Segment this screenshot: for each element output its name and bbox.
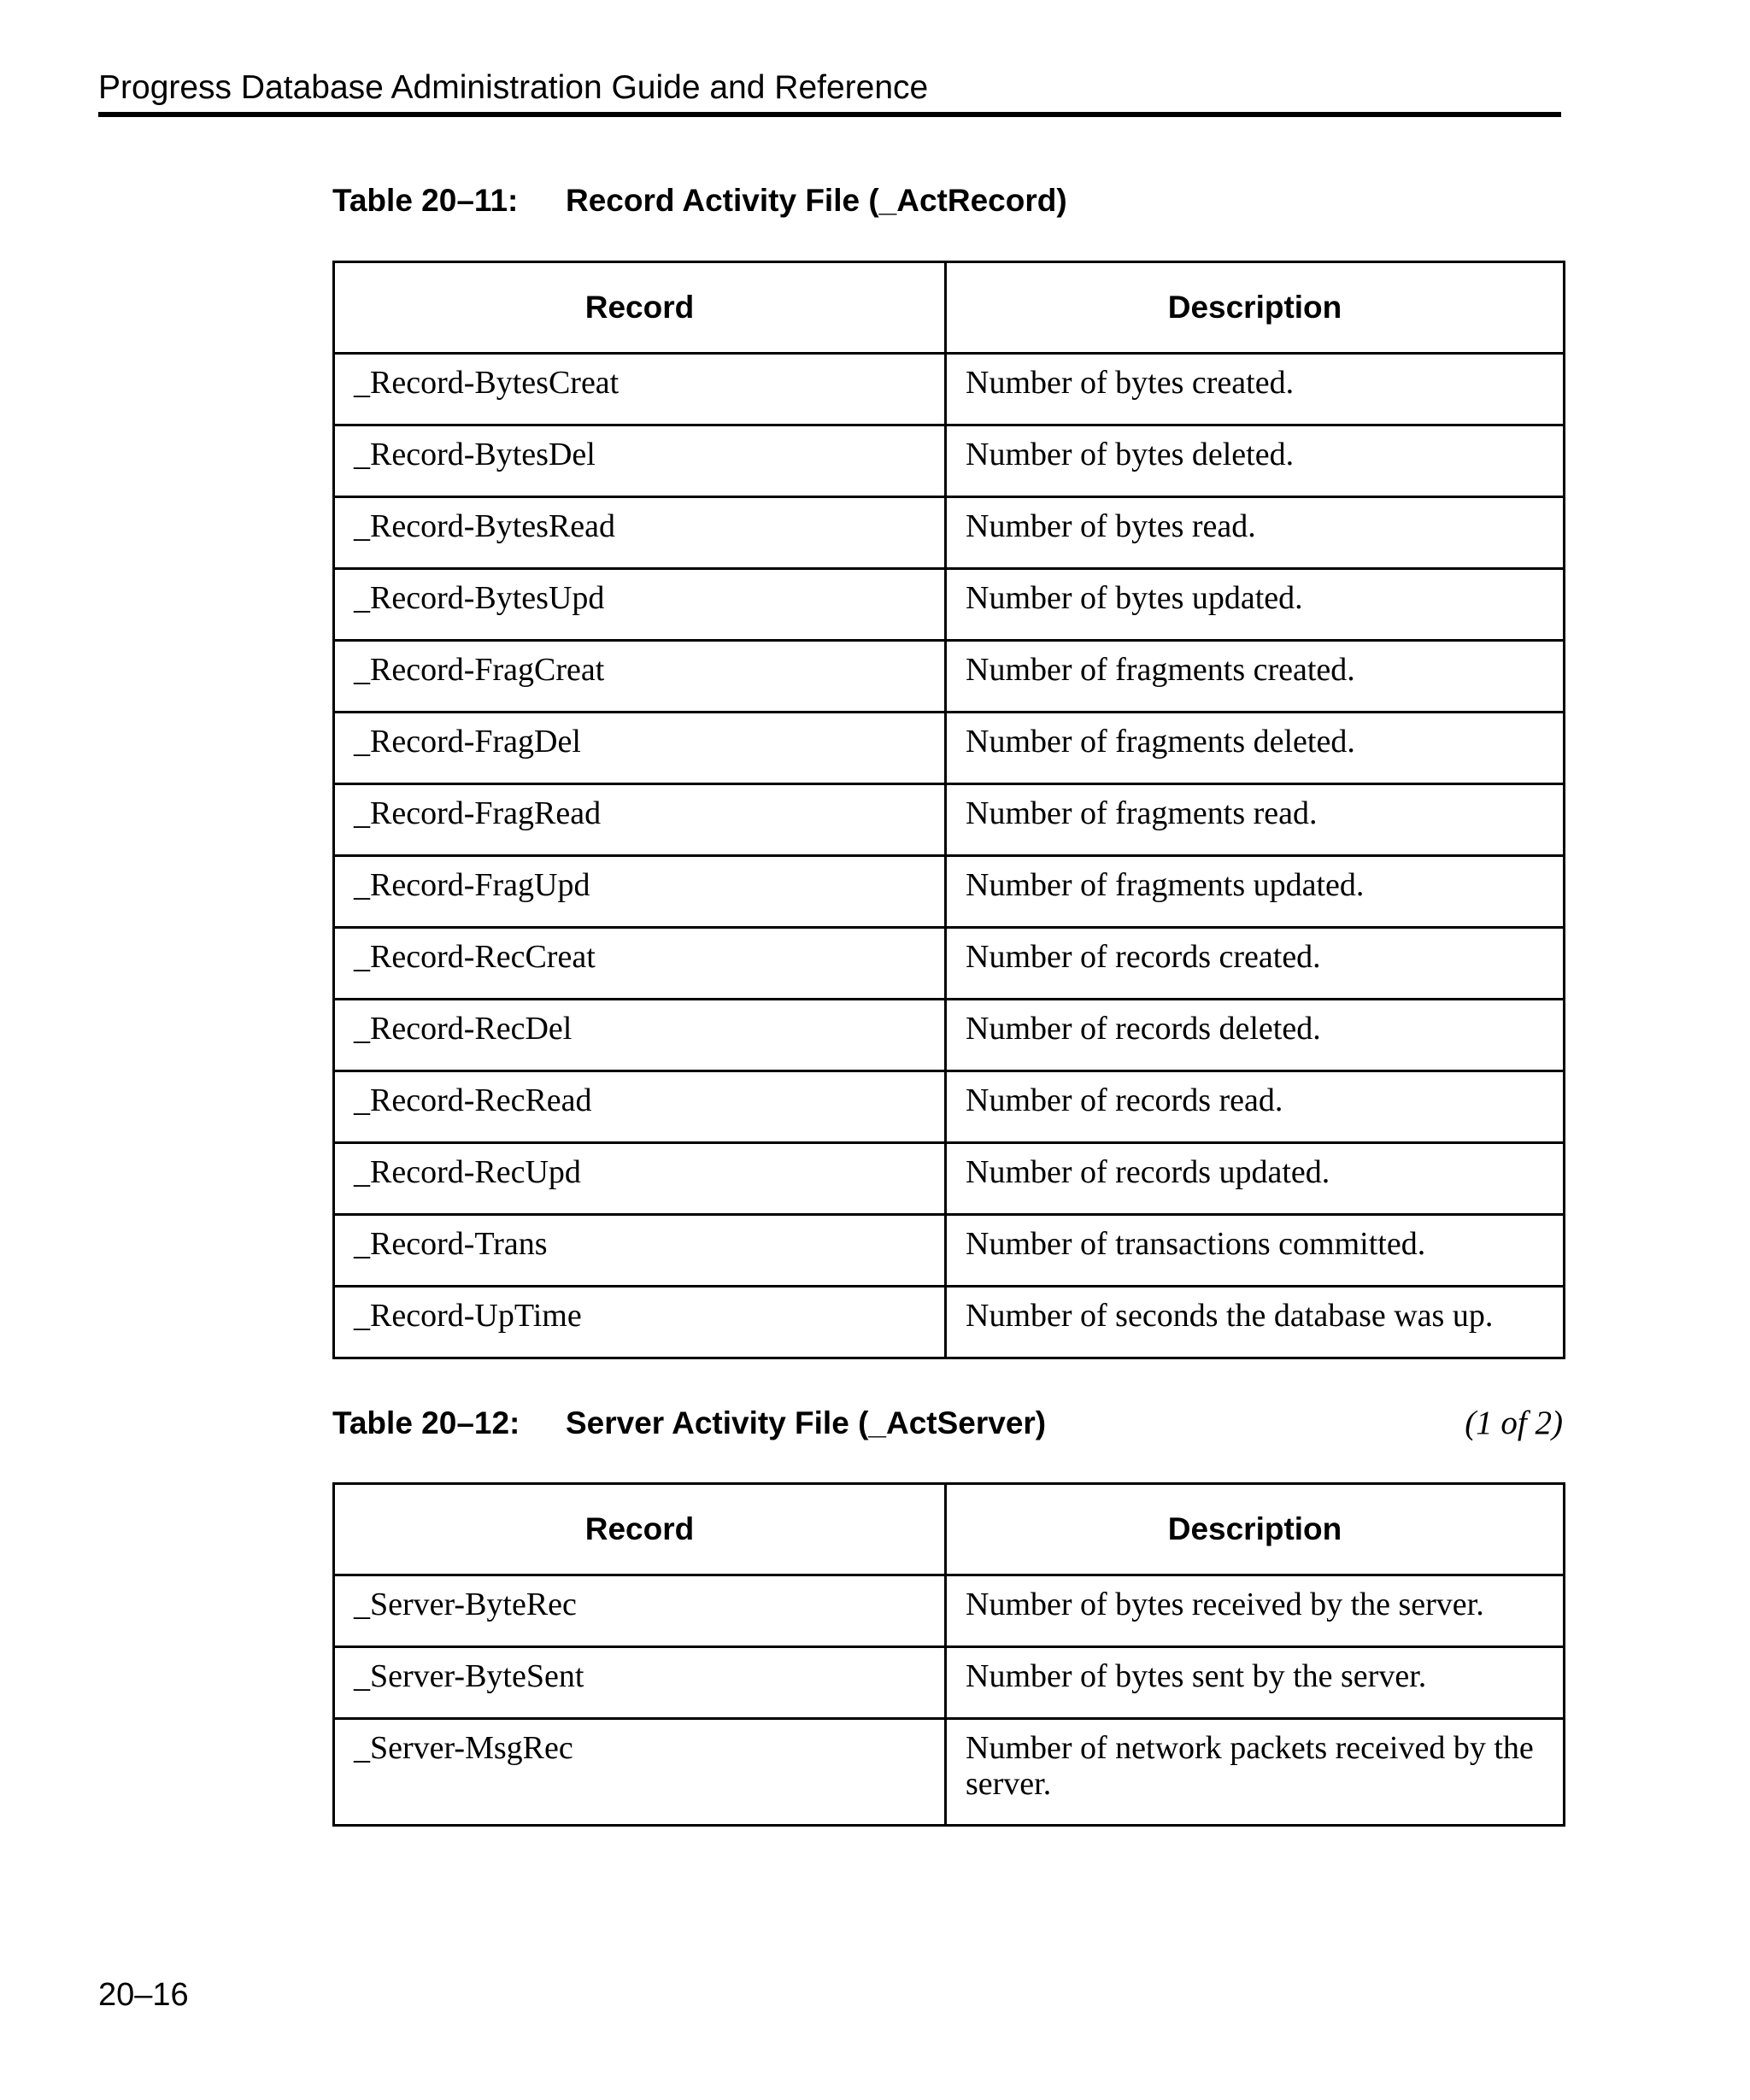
record-cell: _Record-UpTime: [334, 1287, 946, 1358]
column-header-record: Record: [334, 1484, 946, 1575]
table-row: [334, 1143, 1565, 1215]
record-cell: _Record-BytesUpd: [334, 569, 946, 641]
description-cell: Number of bytes received by the server.: [946, 1575, 1565, 1647]
table-row: [334, 641, 1565, 713]
table-row: [334, 354, 1565, 425]
record-cell: _Record-Trans: [334, 1215, 946, 1287]
description-cell: Number of transactions committed.: [946, 1215, 1565, 1287]
description-cell: Number of records read.: [946, 1071, 1565, 1143]
table-2-continuation: (1 of 2): [1465, 1405, 1563, 1441]
server-activity-table: [332, 1482, 1565, 1827]
table-1-caption: [332, 179, 1563, 222]
header-rule: [98, 112, 1561, 117]
table-row: [334, 856, 1565, 928]
description-cell: Number of bytes updated.: [946, 569, 1565, 641]
page-number: 20–16: [98, 1977, 189, 2013]
record-activity-table: [332, 261, 1565, 1359]
record-cell: _Record-RecUpd: [334, 1143, 946, 1215]
table-row: [334, 784, 1565, 856]
table-2-title: Server Activity File (_ActServer): [566, 1405, 1047, 1440]
description-cell: Number of bytes deleted.: [946, 425, 1565, 497]
record-cell: _Server-MsgRec: [334, 1719, 946, 1826]
record-cell: _Server-ByteSent: [334, 1647, 946, 1719]
record-cell: _Record-RecCreat: [334, 928, 946, 1000]
table-row: [334, 1719, 1565, 1826]
record-cell: _Record-BytesDel: [334, 425, 946, 497]
table-1-title: Record Activity File (_ActRecord): [566, 183, 1067, 218]
record-cell: _Record-FragCreat: [334, 641, 946, 713]
description-cell: Number of fragments read.: [946, 784, 1565, 856]
table-header-row: [334, 1484, 1565, 1575]
table-row: [334, 1215, 1565, 1287]
table-1-number: Table 20–11:: [332, 183, 519, 218]
description-cell: Number of bytes read.: [946, 497, 1565, 569]
record-cell: _Record-RecDel: [334, 1000, 946, 1071]
table-row: [334, 1071, 1565, 1143]
description-cell: Number of fragments created.: [946, 641, 1565, 713]
description-cell: Number of fragments updated.: [946, 856, 1565, 928]
description-cell: Number of bytes created.: [946, 354, 1565, 425]
table-row: [334, 569, 1565, 641]
table-row: [334, 425, 1565, 497]
description-cell: Number of bytes sent by the server.: [946, 1647, 1565, 1719]
table-row: [334, 1647, 1565, 1719]
table-row: [334, 928, 1565, 1000]
column-header-record: Record: [334, 262, 946, 354]
table-row: [334, 1000, 1565, 1071]
record-cell: _Server-ByteRec: [334, 1575, 946, 1647]
description-cell: Number of fragments deleted.: [946, 713, 1565, 784]
running-header-title: Progress Database Administration Guide and Reference: [98, 69, 929, 106]
table-2-caption: [332, 1402, 1563, 1445]
description-cell: Number of records updated.: [946, 1143, 1565, 1215]
column-header-description: Description: [946, 1484, 1565, 1575]
record-cell: _Record-BytesRead: [334, 497, 946, 569]
table-header-row: [334, 262, 1565, 354]
table-row: [334, 1287, 1565, 1358]
record-cell: _Record-RecRead: [334, 1071, 946, 1143]
record-cell: _Record-FragUpd: [334, 856, 946, 928]
record-cell: _Record-FragRead: [334, 784, 946, 856]
table-row: [334, 497, 1565, 569]
description-cell: Number of seconds the database was up.: [946, 1287, 1565, 1358]
column-header-description: Description: [946, 262, 1565, 354]
description-cell: Number of records created.: [946, 928, 1565, 1000]
description-cell: Number of records deleted.: [946, 1000, 1565, 1071]
description-cell: Number of network packets received by the server.: [946, 1719, 1565, 1826]
record-cell: _Record-FragDel: [334, 713, 946, 784]
table-row: [334, 713, 1565, 784]
table-2-number: Table 20–12:: [332, 1405, 520, 1440]
record-cell: _Record-BytesCreat: [334, 354, 946, 425]
table-row: [334, 1575, 1565, 1647]
